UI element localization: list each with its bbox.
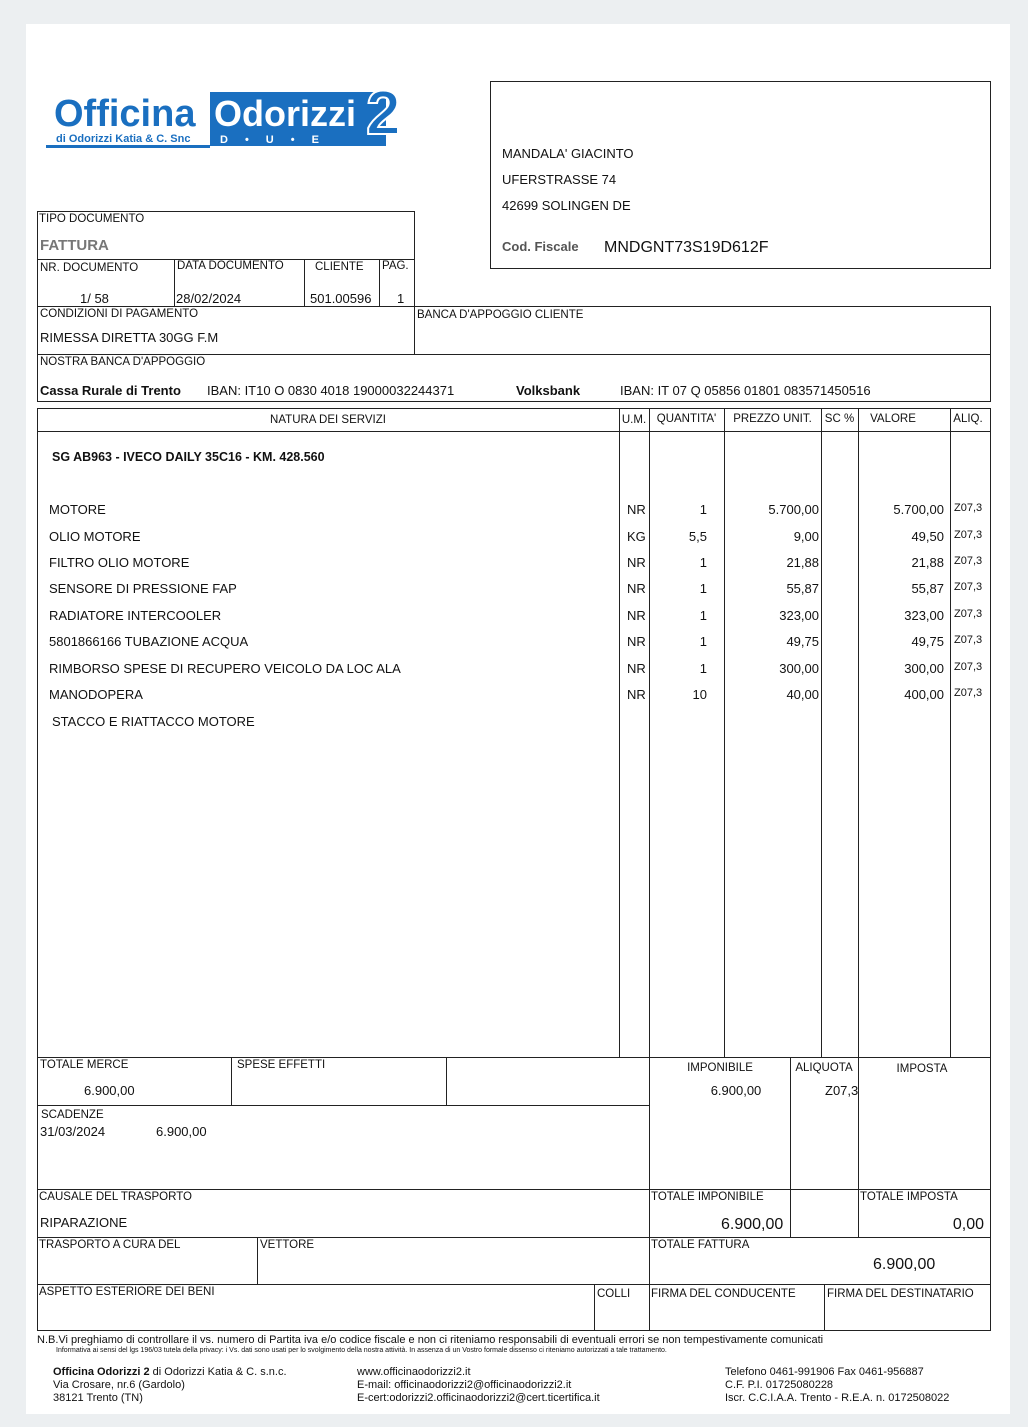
logo-odorizzi-text: Odorizzi bbox=[214, 93, 356, 134]
payment-conditions-label: CONDIZIONI DI PAGAMENTO bbox=[40, 308, 199, 320]
row-value: 300,00 bbox=[904, 661, 944, 676]
row-quantity: 1 bbox=[699, 555, 707, 570]
logo-two-text: 2 bbox=[366, 80, 401, 148]
total-taxable-label: TOTALE IMPONIBILE bbox=[651, 1191, 764, 1203]
rate-value: Z07,3 bbox=[825, 1083, 859, 1098]
document-type-value: FATTURA bbox=[40, 237, 109, 254]
our-bank-label: NOSTRA BANCA D'APPOGGIO bbox=[40, 356, 206, 368]
privacy-note: Informativa ai sensi del lgs 196/03 tutela della privacy: i Vs. dati sono usati per lo svolgimento della nostra attività. In assenza di un Vostro formale dissenso ci riteniamo autorizzati a tale trattamento. bbox=[56, 1347, 667, 1354]
row-unit-price: 49,75 bbox=[786, 634, 819, 649]
driver-signature-label: FIRMA DEL CONDUCENTE bbox=[651, 1288, 796, 1300]
row-description: MANODOPERA bbox=[49, 687, 143, 702]
col-description: NATURA DEI SERVIZI bbox=[270, 414, 386, 426]
payment-conditions-value: RIMESSA DIRETTA 30GG F.M bbox=[40, 330, 219, 345]
row-unit: NR bbox=[627, 634, 646, 649]
row-unit-price: 5.700,00 bbox=[768, 502, 819, 517]
client-bank-label: BANCA D'APPOGGIO CLIENTE bbox=[417, 309, 584, 321]
row-quantity: 1 bbox=[699, 502, 707, 517]
row-quantity: 1 bbox=[699, 581, 707, 596]
footer-company-rest: di Odorizzi Katia & C. s.n.c. bbox=[152, 1366, 287, 1378]
packages-label: COLLI bbox=[597, 1288, 631, 1300]
footer-vat: C.F. P.I. 01725080228 bbox=[725, 1379, 834, 1391]
tax-label: IMPOSTA bbox=[896, 1063, 948, 1075]
footer-contacts bbox=[357, 1366, 600, 1405]
logo-underline bbox=[46, 145, 210, 148]
footer-company-name: Officina Odorizzi 2 bbox=[53, 1366, 150, 1378]
table-note-row bbox=[0, 714, 1028, 734]
logo-graphic bbox=[44, 80, 434, 152]
row-unit: NR bbox=[627, 661, 646, 676]
table-row bbox=[0, 502, 1028, 522]
customer-city: 42699 SOLINGEN DE bbox=[502, 198, 631, 213]
footer-website[interactable]: www.officinaodorizzi2.it bbox=[357, 1366, 471, 1378]
row-vat: Z07,3 bbox=[954, 555, 983, 567]
row-vat: Z07,3 bbox=[954, 581, 983, 593]
bank2-iban: IBAN: IT 07 Q 05856 01801 083571450516 bbox=[620, 383, 871, 398]
row-description: SENSORE DI PRESSIONE FAP bbox=[49, 581, 237, 596]
customer-name: MANDALA' GIACINTO bbox=[502, 146, 634, 161]
col-vat: ALIQ. bbox=[953, 413, 983, 425]
row-quantity: 5,5 bbox=[688, 529, 707, 544]
row-description: FILTRO OLIO MOTORE bbox=[49, 555, 190, 570]
table-row bbox=[0, 581, 1028, 601]
row-unit: NR bbox=[627, 502, 646, 517]
table-row bbox=[0, 661, 1028, 681]
row-unit: NR bbox=[627, 687, 646, 702]
recipient-signature-label: FIRMA DEL DESTINATARIO bbox=[827, 1288, 974, 1300]
row-quantity: 10 bbox=[692, 687, 707, 702]
footer-address-2: 38121 Trento (TN) bbox=[53, 1392, 143, 1404]
taxable-value: 6.900,00 bbox=[710, 1083, 762, 1098]
row-unit: NR bbox=[627, 581, 646, 596]
customer-street: UFERSTRASSE 74 bbox=[502, 172, 617, 187]
total-tax-label: TOTALE IMPOSTA bbox=[860, 1191, 958, 1203]
company-logo bbox=[44, 80, 434, 152]
col-discount: SC % bbox=[824, 413, 855, 425]
bank1-name: Cassa Rurale di Trento bbox=[40, 383, 181, 398]
row-unit-price: 9,00 bbox=[793, 529, 819, 544]
row-value: 400,00 bbox=[904, 687, 944, 702]
footer-phone: Telefono 0461-991906 Fax 0461-956887 bbox=[725, 1366, 924, 1378]
table-row bbox=[0, 634, 1028, 654]
row-value: 49,75 bbox=[911, 634, 944, 649]
row-description: RADIATORE INTERCOOLER bbox=[49, 608, 222, 623]
doc-number-value: 1/ 58 bbox=[80, 291, 109, 306]
row-vat: Z07,3 bbox=[954, 502, 983, 514]
vehicle-title: SG AB963 - IVECO DAILY 35C16 - KM. 428.560 bbox=[52, 450, 325, 464]
table-row bbox=[0, 529, 1028, 549]
row-value: 21,88 bbox=[911, 555, 944, 570]
transport-cause-label: CAUSALE DEL TRASPORTO bbox=[39, 1191, 192, 1203]
bill-charges-label: SPESE EFFETTI bbox=[237, 1059, 326, 1071]
row-description: RIMBORSO SPESE DI RECUPERO VEICOLO DA LOC ALA bbox=[49, 661, 401, 676]
row-description: MOTORE bbox=[49, 502, 106, 517]
goods-appearance-label: ASPETTO ESTERIORE DEI BENI bbox=[39, 1286, 215, 1298]
row-unit-price: 21,88 bbox=[786, 555, 819, 570]
client-value: 501.00596 bbox=[310, 291, 372, 306]
carrier-label: VETTORE bbox=[260, 1239, 315, 1251]
row-quantity: 1 bbox=[699, 634, 707, 649]
footer-email[interactable]: E-mail: officinaodorizzi2@officinaodorizzi2.it bbox=[357, 1379, 572, 1391]
footer-pec[interactable]: E-cert:odorizzi2.officinaodorizzi2@cert.ticertifica.it bbox=[357, 1392, 600, 1404]
row-quantity: 1 bbox=[699, 661, 707, 676]
row-vat: Z07,3 bbox=[954, 634, 983, 646]
bank1-iban: IBAN: IT10 O 0830 4018 19000032244371 bbox=[207, 383, 455, 398]
row-unit: NR bbox=[627, 608, 646, 623]
total-tax-value: 0,00 bbox=[952, 1216, 984, 1233]
due-date: 31/03/2024 bbox=[40, 1124, 106, 1139]
row-value: 55,87 bbox=[911, 581, 944, 596]
document-type-label: TIPO DOCUMENTO bbox=[39, 213, 145, 225]
footer-legal bbox=[725, 1366, 949, 1405]
col-unit: U.M. bbox=[621, 414, 647, 426]
doc-date-value: 28/02/2024 bbox=[176, 291, 242, 306]
merch-totals-box bbox=[37, 1057, 650, 1106]
row-vat: Z07,3 bbox=[954, 608, 983, 620]
row-unit: NR bbox=[627, 555, 646, 570]
col-unit-price: PREZZO UNIT. bbox=[733, 413, 812, 425]
total-taxable-value: 6.900,00 bbox=[721, 1216, 784, 1233]
total-goods-value: 6.900,00 bbox=[84, 1083, 135, 1098]
taxable-label: IMPONIBILE bbox=[687, 1062, 753, 1074]
transport-cause-value: RIPARAZIONE bbox=[40, 1215, 128, 1230]
page-label: PAG. bbox=[382, 260, 409, 272]
logo-due-text: D•U•E bbox=[220, 134, 336, 146]
row-vat: Z07,3 bbox=[954, 687, 983, 699]
invoice-total-value: 6.900,00 bbox=[873, 1256, 936, 1273]
fiscal-code-value: MNDGNT73S19D612F bbox=[604, 239, 769, 256]
doc-date-label: DATA DOCUMENTO bbox=[177, 260, 284, 272]
table-row bbox=[0, 687, 1028, 707]
bank2-name: Volksbank bbox=[516, 383, 581, 398]
footer-company bbox=[53, 1366, 287, 1405]
row-value: 49,50 bbox=[911, 529, 944, 544]
row-unit-price: 300,00 bbox=[779, 661, 819, 676]
col-quantity: QUANTITA' bbox=[656, 413, 717, 425]
due-amount: 6.900,00 bbox=[156, 1124, 207, 1139]
table-row bbox=[0, 608, 1028, 628]
doc-number-label: NR. DOCUMENTO bbox=[40, 262, 139, 274]
footer-rea: Iscr. C.C.I.A.A. Trento - R.E.A. n. 0172508022 bbox=[725, 1392, 950, 1404]
row-vat: Z07,3 bbox=[954, 529, 983, 541]
col-value: VALORE bbox=[870, 413, 916, 425]
logo-subtitle: di Odorizzi Katia & C. Snc bbox=[56, 133, 191, 145]
rate-label: ALIQUOTA bbox=[795, 1062, 853, 1074]
row-value: 5.700,00 bbox=[893, 502, 944, 517]
row-vat: Z07,3 bbox=[954, 661, 983, 673]
vat-summary-box bbox=[649, 1057, 991, 1190]
page-value: 1 bbox=[397, 291, 405, 306]
row-unit: KG bbox=[627, 529, 646, 544]
total-goods-label: TOTALE MERCE bbox=[40, 1059, 129, 1071]
disclaimer-note: N.B.Vi preghiamo di controllare il vs. numero di Partita iva e/o codice fiscale e non ci riteniamo responsabili di eventuali errori se non tempestivamente comunicati bbox=[37, 1334, 824, 1346]
due-dates-box bbox=[37, 1105, 650, 1190]
row-description: 5801866166 TUBAZIONE ACQUA bbox=[49, 634, 249, 649]
row-note: STACCO E RIATTACCO MOTORE bbox=[52, 714, 255, 729]
row-value: 323,00 bbox=[904, 608, 944, 623]
row-unit-price: 40,00 bbox=[786, 687, 819, 702]
table-row bbox=[0, 555, 1028, 575]
footer-address-1: Via Crosare, nr.6 (Gardolo) bbox=[53, 1379, 185, 1391]
transport-by-label: TRASPORTO A CURA DEL bbox=[39, 1239, 181, 1251]
row-unit-price: 323,00 bbox=[779, 608, 819, 623]
invoice-total-label: TOTALE FATTURA bbox=[651, 1239, 750, 1251]
row-quantity: 1 bbox=[699, 608, 707, 623]
client-label: CLIENTE bbox=[315, 261, 364, 273]
fiscal-code-label: Cod. Fiscale bbox=[502, 239, 579, 254]
due-dates-label: SCADENZE bbox=[41, 1109, 104, 1121]
row-unit-price: 55,87 bbox=[786, 581, 819, 596]
row-description: OLIO MOTORE bbox=[49, 529, 141, 544]
logo-officina-text: Officina bbox=[54, 93, 196, 135]
